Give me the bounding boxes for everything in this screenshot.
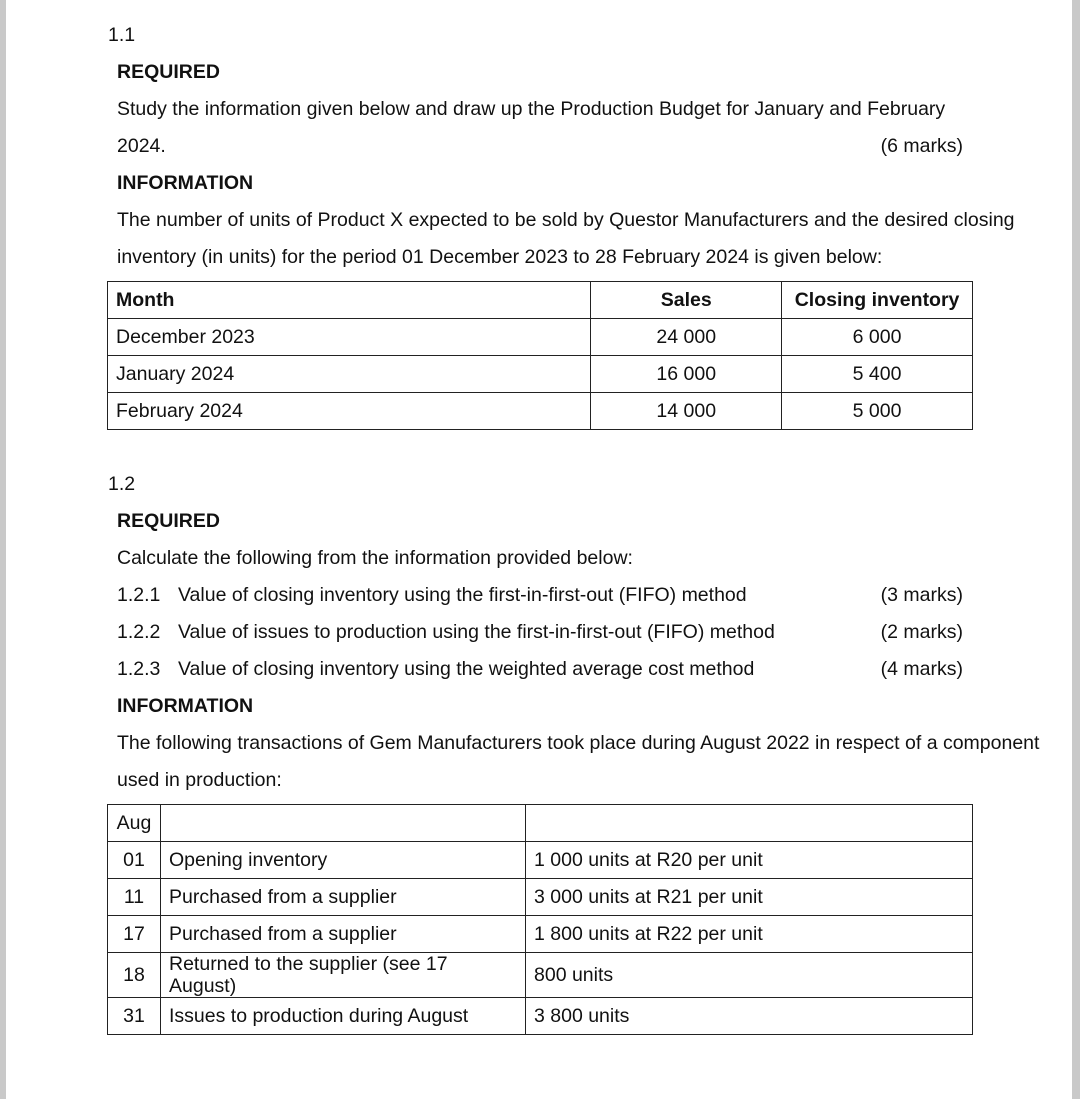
- detail-cell: 800 units: [526, 953, 973, 998]
- marks-label: (4 marks): [880, 658, 963, 680]
- sales-cell: 14 000: [591, 393, 782, 430]
- transactions-table: [107, 804, 973, 1035]
- detail-cell: 3 800 units: [526, 998, 973, 1035]
- information-heading: INFORMATION: [117, 695, 254, 717]
- sales-inventory-table: [107, 281, 973, 430]
- transaction-cell: Issues to production during August: [161, 998, 526, 1035]
- question-number: 1.2: [108, 473, 136, 495]
- question-number: 1.1: [108, 24, 136, 46]
- marks-label: (2 marks): [880, 621, 963, 643]
- table-row: [108, 393, 973, 430]
- subitem-text: Value of closing inventory using the first-in-first-out (FIFO) method: [178, 584, 747, 606]
- detail-cell: 3 000 units at R21 per unit: [526, 879, 973, 916]
- table-row: [108, 842, 973, 879]
- required-heading: REQUIRED: [117, 61, 220, 83]
- closing-inventory-cell: 6 000: [782, 319, 973, 356]
- column-header-sales: Sales: [591, 282, 782, 319]
- table-row: [108, 916, 973, 953]
- document-page: [6, 0, 1072, 1099]
- information-text: The following transactions of Gem Manufacturers took place during August 2022 in respect of a component: [117, 732, 1040, 754]
- column-header-month: Month: [108, 282, 591, 319]
- subitem-text: Value of closing inventory using the weighted average cost method: [178, 658, 755, 680]
- marks-label: (6 marks): [880, 135, 963, 157]
- table-row: [108, 356, 973, 393]
- sales-cell: 24 000: [591, 319, 782, 356]
- date-cell: 31: [108, 998, 161, 1035]
- closing-inventory-cell: 5 000: [782, 393, 973, 430]
- information-text: inventory (in units) for the period 01 December 2023 to 28 February 2024 is given below:: [117, 246, 883, 268]
- column-header-closing-inventory: Closing inventory: [782, 282, 973, 319]
- subitem-text: Value of issues to production using the first-in-first-out (FIFO) method: [178, 621, 775, 643]
- detail-cell: 1 800 units at R22 per unit: [526, 916, 973, 953]
- instruction-text: 2024.: [117, 135, 166, 157]
- sales-cell: 16 000: [591, 356, 782, 393]
- subitem-number: 1.2.3: [117, 658, 161, 680]
- transaction-cell: Purchased from a supplier: [161, 879, 526, 916]
- transaction-cell: Returned to the supplier (see 17 August): [161, 953, 526, 998]
- transaction-cell: Opening inventory: [161, 842, 526, 879]
- information-heading: INFORMATION: [117, 172, 254, 194]
- date-cell: 11: [108, 879, 161, 916]
- subitem-number: 1.2.1: [117, 584, 161, 606]
- detail-cell: 1 000 units at R20 per unit: [526, 842, 973, 879]
- month-cell: January 2024: [108, 356, 591, 393]
- month-cell: February 2024: [108, 393, 591, 430]
- table-row: [108, 879, 973, 916]
- required-heading: REQUIRED: [117, 510, 220, 532]
- month-cell: December 2023: [108, 319, 591, 356]
- column-header-aug: Aug: [108, 805, 161, 842]
- date-cell: 01: [108, 842, 161, 879]
- marks-label: (3 marks): [880, 584, 963, 606]
- table-header-row: [108, 282, 973, 319]
- instruction-text: Study the information given below and draw up the Production Budget for January and February: [117, 98, 946, 120]
- date-cell: 17: [108, 916, 161, 953]
- information-text: The number of units of Product X expected to be sold by Questor Manufacturers and the desired closing: [117, 209, 1015, 231]
- empty-header-cell: [161, 805, 526, 842]
- closing-inventory-cell: 5 400: [782, 356, 973, 393]
- table-row: [108, 998, 973, 1035]
- information-text: used in production:: [117, 769, 282, 791]
- table-row: [108, 319, 973, 356]
- empty-header-cell: [526, 805, 973, 842]
- table-header-row: [108, 805, 973, 842]
- instruction-text: Calculate the following from the information provided below:: [117, 547, 633, 569]
- transaction-cell: Purchased from a supplier: [161, 916, 526, 953]
- date-cell: 18: [108, 953, 161, 998]
- subitem-number: 1.2.2: [117, 621, 161, 643]
- table-row: [108, 953, 973, 998]
